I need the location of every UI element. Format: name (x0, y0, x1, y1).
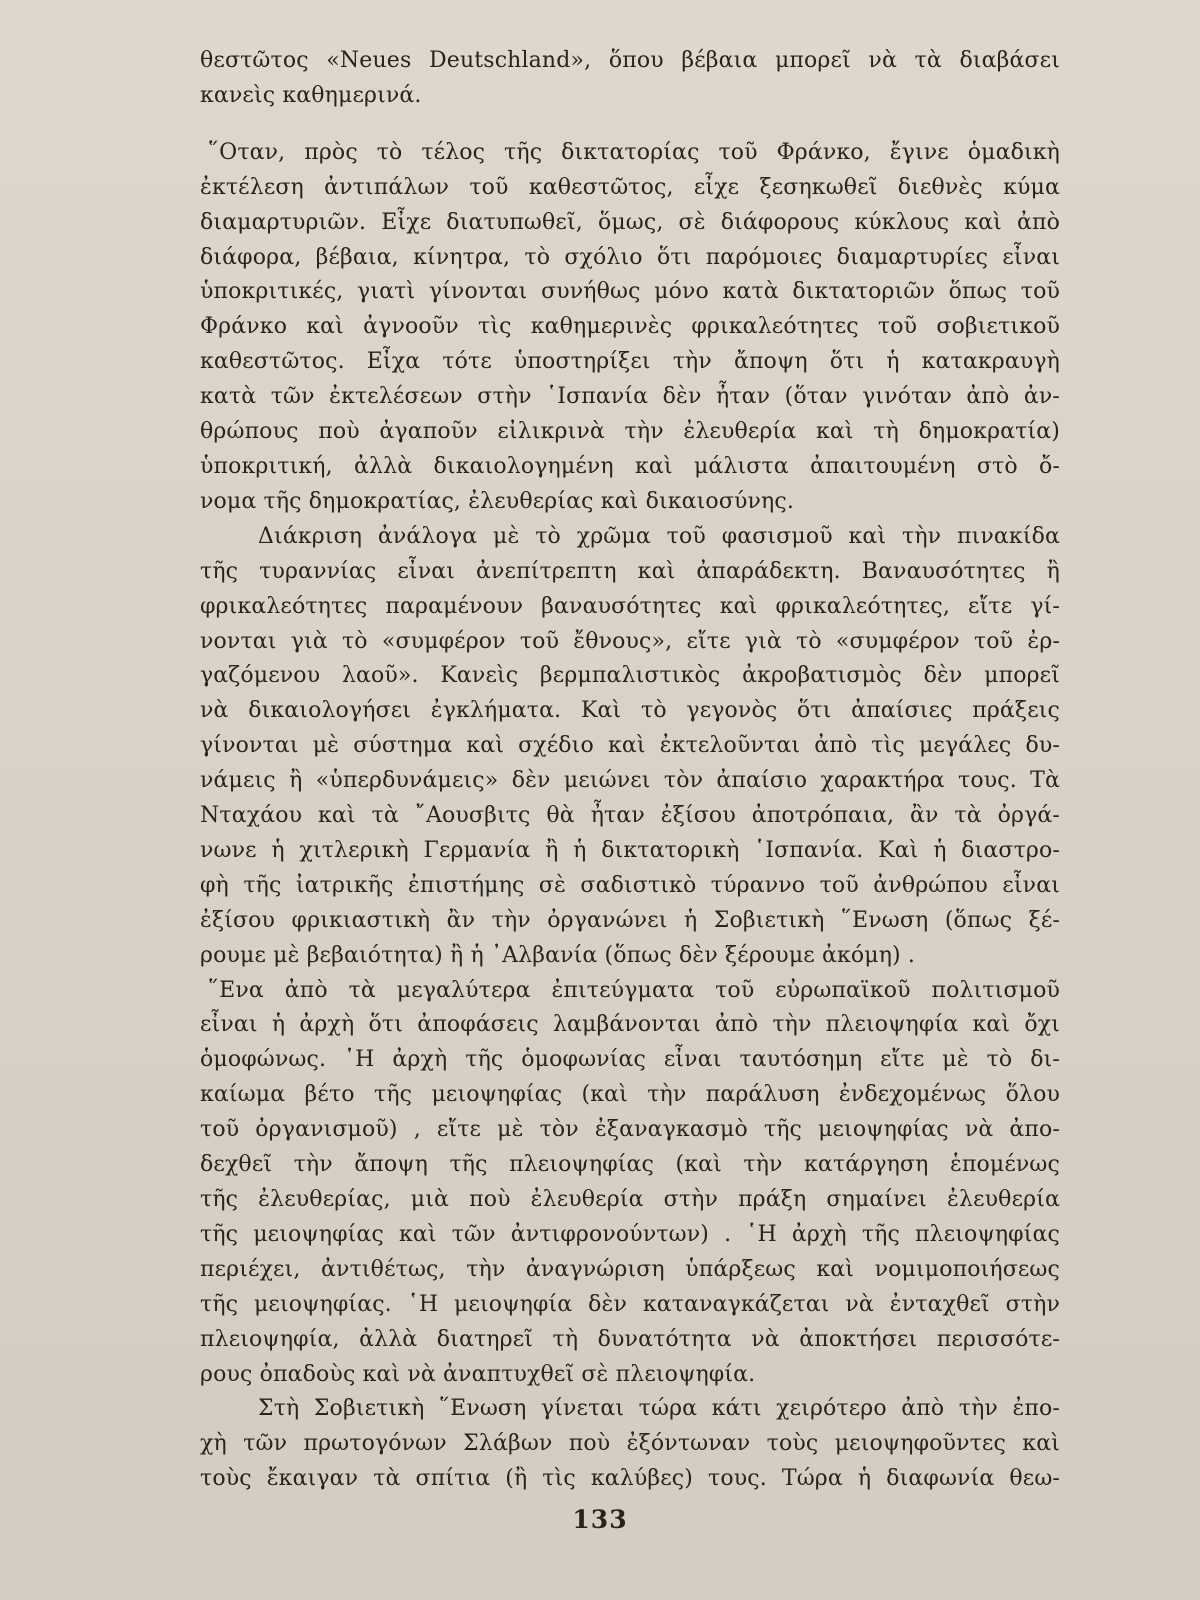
text-line: ρους ὀπαδοὺς καὶ νὰ ἀναπτυχθεῖ σὲ πλειοψηφία. (200, 1361, 756, 1387)
text-line: φρικαλεότητες παραμένουν βαναυσότητες καὶ φρικαλεότητες, εἴτε γί- (200, 593, 1060, 619)
text-line: νωνε ἡ χιτλερικὴ Γερμανία ἢ ἡ δικτατορικὴ ῾Ισπανία. Καὶ ἡ διαστρο- (200, 837, 1060, 863)
text-line: γίνονται μὲ σύστημα καὶ σχέδιο καὶ ἐκτελοῦνται ἀπὸ τὶς μεγάλες δυ- (200, 733, 1060, 759)
text-line: τῆς μειοψηφίας καὶ τῶν ἀντιφρονούντων) . ῾Η ἀρχὴ τῆς πλειοψηφίας (200, 1221, 1060, 1247)
text-line: ρουμε μὲ βεβαιότητα) ἢ ἡ ᾿Αλβανία (ὅπως δὲν ξέρουμε ἀκόμη) . (200, 942, 916, 968)
text-line: κανεὶς καθημερινά. (200, 82, 422, 108)
text-line: τοῦ ὀργανισμοῦ) , εἴτε μὲ τὸν ἐξαναγκασμὸ τῆς μειοψηφίας νὰ ἀπο- (200, 1117, 1060, 1143)
paragraph-intro (200, 44, 1060, 114)
text-line: νομα τῆς δημοκρατίας, ἐλευθερίας καὶ δικαιοσύνης. (200, 488, 794, 514)
text-line: κατὰ τῶν ἐκτελέσεων στὴν ῾Ισπανία δὲν ἦταν (ὅταν γινόταν ἀπὸ ἀν- (200, 384, 1060, 410)
text-line: διάφορα, βέβαια, κίνητρα, τὸ σχόλιο ὅτι παρόμοιες διαμαρτυρίες εἶναι (200, 244, 1060, 270)
text-line: πλειοψηφία, ἀλλὰ διατηρεῖ τὴ δυνατότητα νὰ ἀποκτήσει περισσότε- (200, 1326, 1060, 1352)
text-line: εἶναι ἡ ἀρχὴ ὅτι ἀποφάσεις λαμβάνονται ἀπὸ τὴν πλειοψηφία καὶ ὄχι (200, 1012, 1060, 1038)
text-line: δεχθεῖ τὴν ἄποψη τῆς πλειοψηφίας (καὶ τὴν κατάργηση ἑπομένως (200, 1152, 1060, 1178)
paragraph-gap (200, 114, 1060, 136)
text-line: ὑποκριτική, ἀλλὰ δικαιολογημένη καὶ μάλιστα ἀπαιτουμένη στὸ ὄ- (200, 453, 1060, 479)
text-line: Διάκριση ἀνάλογα μὲ τὸ χρῶμα τοῦ φασισμοῦ καὶ τὴν πινακίδα (258, 523, 1060, 549)
text-line: ὑποκριτικές, γιατὶ γίνονται συνήθως μόνο κατὰ δικτατοριῶν ὅπως τοῦ (200, 279, 1060, 305)
text-line: Στὴ Σοβιετικὴ ῞Ενωση γίνεται τώρα κάτι χειρότερο ἀπὸ τὴν ἐπο- (258, 1396, 1060, 1422)
paragraph-4 (200, 1392, 1060, 1497)
page-number: 133 (572, 1505, 628, 1534)
paragraph-2 (200, 520, 1060, 974)
text-line: νὰ δικαιολογήσει ἐγκλήματα. Καὶ τὸ γεγονὸς ὅτι ἀπαίσιες πράξεις (200, 698, 1060, 724)
text-line: διαμαρτυριῶν. Εἶχε διατυπωθεῖ, ὅμως, σὲ διάφορους κύκλους καὶ ἀπὸ (200, 209, 1060, 235)
text-line: νάμεις ἢ «ὑπερδυνάμεις» δὲν μειώνει τὸν ἀπαίσιο χαρακτήρα τους. Τὰ (200, 768, 1060, 794)
text-line: καίωμα βέτο τῆς μειοψηφίας (καὶ τὴν παράλυση ἐνδεχομένως ὅλου (200, 1082, 1060, 1108)
text-line: περιέχει, ἀντιθέτως, τὴν ἀναγνώριση ὑπάρξεως καὶ νομιμοποιήσεως (200, 1256, 1060, 1282)
text-line: ὁμοφώνως. ῾Η ἀρχὴ τῆς ὁμοφωνίας εἶναι ταυτόσημη εἴτε μὲ τὸ δι- (200, 1047, 1060, 1073)
text-line: ἐξίσου φρικιαστικὴ ἂν τὴν ὀργανώνει ἡ Σοβιετικὴ ῞Ενωση (ὅπως ξέ- (200, 907, 1060, 933)
text-line: τῆς μειοψηφίας. ῾Η μειοψηφία δὲν καταναγκάζεται νὰ ἐνταχθεῖ στὴν (200, 1291, 1060, 1317)
body-text (200, 44, 1060, 1497)
paragraph-1 (200, 136, 1060, 520)
paragraph-3 (200, 974, 1060, 1393)
text-line: ῞Οταν, πρὸς τὸ τέλος τῆς δικτατορίας τοῦ Φράνκο, ἔγινε ὁμαδικὴ (208, 139, 1060, 165)
text-line: φὴ τῆς ἰατρικῆς ἐπιστήμης σὲ σαδιστικὸ τύραννο τοῦ ἀνθρώπου εἶναι (200, 872, 1060, 898)
text-line: τοὺς ἔκαιγαν τὰ σπίτια (ἢ τὶς καλύβες) τους. Τώρα ἡ διαφωνία θεω- (200, 1466, 1060, 1492)
text-line: καθεστῶτος. Εἶχα τότε ὑποστηρίξει τὴν ἄποψη ὅτι ἡ κατακραυγὴ (200, 349, 1060, 375)
text-line: τῆς ἐλευθερίας, μιὰ ποὺ ἐλευθερία στὴν πράξη σημαίνει ἐλευθερία (200, 1187, 1060, 1212)
text-line: τῆς τυραννίας εἶναι ἀνεπίτρεπτη καὶ ἀπαράδεκτη. Βαναυσότητες ἢ (200, 558, 1060, 584)
text-line: χὴ τῶν πρωτογόνων Σλάβων ποὺ ἐξόντωναν τοὺς μειοψηφοῦντες καὶ (200, 1431, 1060, 1457)
text-line: Φράνκο καὶ ἀγνοοῦν τὶς καθημερινὲς φρικαλεότητες τοῦ σοβιετικοῦ (200, 314, 1060, 340)
text-line: θρώπους ποὺ ἀγαποῦν εἰλικρινὰ τὴν ἐλευθερία καὶ τὴ δημοκρατία) (200, 419, 1060, 445)
text-line: θεστῶτος «Neues Deutschland», ὅπου βέβαια μπορεῖ νὰ τὰ διαβάσει (200, 48, 1060, 73)
text-line: Νταχάου καὶ τὰ ῎Αουσβιτς θὰ ἦταν ἐξίσου ἀποτρόπαια, ἂν τὰ ὀργά- (200, 803, 1060, 829)
text-line: ῞Ενα ἀπὸ τὰ μεγαλύτερα ἐπιτεύγματα τοῦ εὐρωπαϊκοῦ πολιτισμοῦ (208, 977, 1060, 1003)
text-line: νονται γιὰ τὸ «συμφέρον τοῦ ἔθνους», εἴτε γιὰ τὸ «συμφέρον τοῦ ἐρ- (200, 628, 1060, 654)
text-line: ἐκτέλεση ἀντιπάλων τοῦ καθεστῶτος, εἶχε ξεσηκωθεῖ διεθνὲς κύμα (200, 174, 1060, 200)
text-line: γαζόμενου λαοῦ». Κανεὶς βερμπαλιστικὸς ἀκροβατισμὸς δὲν μπορεῖ (200, 663, 1060, 689)
